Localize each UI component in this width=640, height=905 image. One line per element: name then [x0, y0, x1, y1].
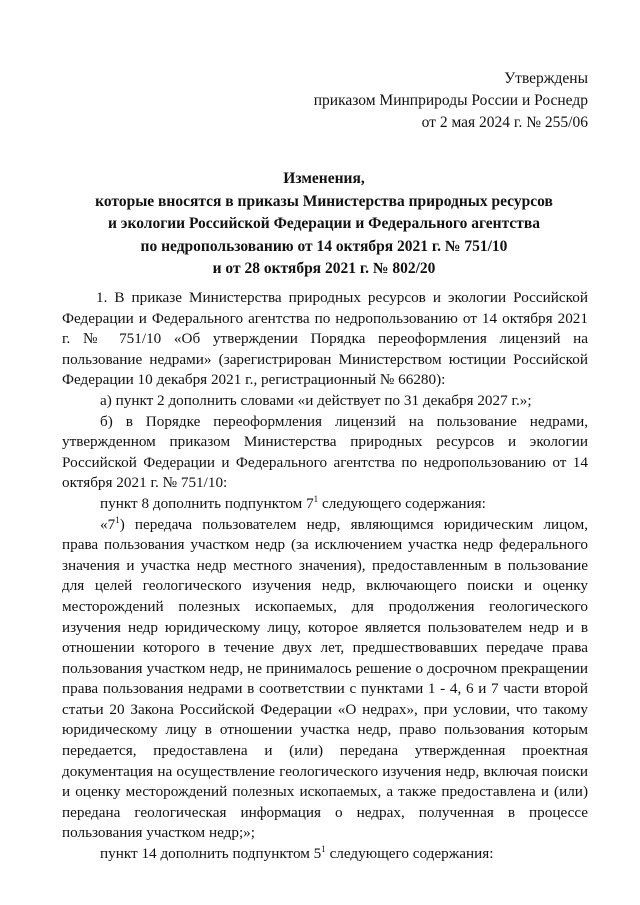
approval-stamp [314, 68, 588, 134]
title-line-1: Изменения, [283, 170, 365, 187]
paragraph-6-tail: следующего содержания: [325, 845, 494, 863]
document-body [62, 288, 588, 865]
approval-line-2: приказом Минприроды России и Роснедр [313, 92, 588, 109]
title-line-3: и экологии Российской Федерации и Федерального агентства [107, 215, 541, 232]
approval-line-1: Утверждены [504, 70, 588, 87]
paragraph-5-text: ) передача пользователем недр, являющимся юридическим лицом, права пользования участком недр (за исключением участка недр федерального значения и участка недр местного значения), предоставленным в пользование для целей геологического изучения недр, включающего поиски и оценку месторождений полезных ископаемых, для продолжения геологического изучения недр юридическому лицу, которое является пользователем недр и в отношении которого в течение двух лет, предшествовавших передаче права пользования участком недр, не принималось решение о досрочном прекращении права пользования недрами в соответствии с пунктами 1 - 4, 6 и 7 части второй статьи 20 Закона Российской Федерации «О недрах», при условии, что такому юридическому лицу в отношении участка недр, право пользования которым передается, предоставлена и (или) передана утвержденная проектная документация на осуществление геологического изучения недр, включая поиски и оценку месторождений полезных ископаемых, а также предоставлена и (или) передана геологическая информация о недрах, полученная в процессе пользования участком недр;»; [62, 515, 588, 842]
paragraph-6-superscript: 1 [321, 844, 326, 855]
paragraph-5-superscript: 1 [115, 514, 120, 525]
title-line-2: которые вносятся в приказы Министерства природных ресурсов [95, 192, 553, 210]
title-line-4: по недропользованию от 14 октября 2021 г. № 751/10 [140, 237, 508, 255]
paragraph-4 [62, 494, 588, 515]
paragraph-6 [62, 844, 588, 865]
document-title [60, 168, 588, 281]
paragraph-5 [62, 515, 588, 845]
paragraph-5-open: «7 [100, 515, 116, 533]
paragraph-2: а) пункт 2 дополнить словами «и действует по 31 декабря 2027 г.»; [100, 391, 532, 409]
paragraph-4-tail: следующего содержания: [318, 494, 486, 512]
paragraph-3: б) в Порядке переоформления лицензий на пользование недрами, утвержденном приказом Министерства природных ресурсов и экологии Российской Федерации и Федерального агентства по недропользованию от 14 октября 2021 г. № 751/10: [62, 412, 588, 492]
paragraph-1: 1. В приказе Министерства природных ресурсов и экологии Российской Федерации и Федерального агентства по недропользованию от 14 октября 2021 г. № 751/10 «Об утверждении Порядка переоформления лицензий на пользование недрами» (зарегистрирован Министерством юстиции Российской Федерации 10 декабря 2021 г., регистрационный № 66280): [62, 289, 588, 389]
paragraph-4-text: пункт 8 дополнить подпунктом 7 [100, 494, 314, 512]
paragraph-4-superscript: 1 [313, 493, 319, 504]
approval-line-3: от 2 мая 2024 г. № 255/06 [421, 114, 588, 131]
paragraph-6-text: пункт 14 дополнить подпунктом 5 [100, 845, 322, 863]
title-line-5: и от 28 октября 2021 г. № 802/20 [212, 260, 436, 277]
